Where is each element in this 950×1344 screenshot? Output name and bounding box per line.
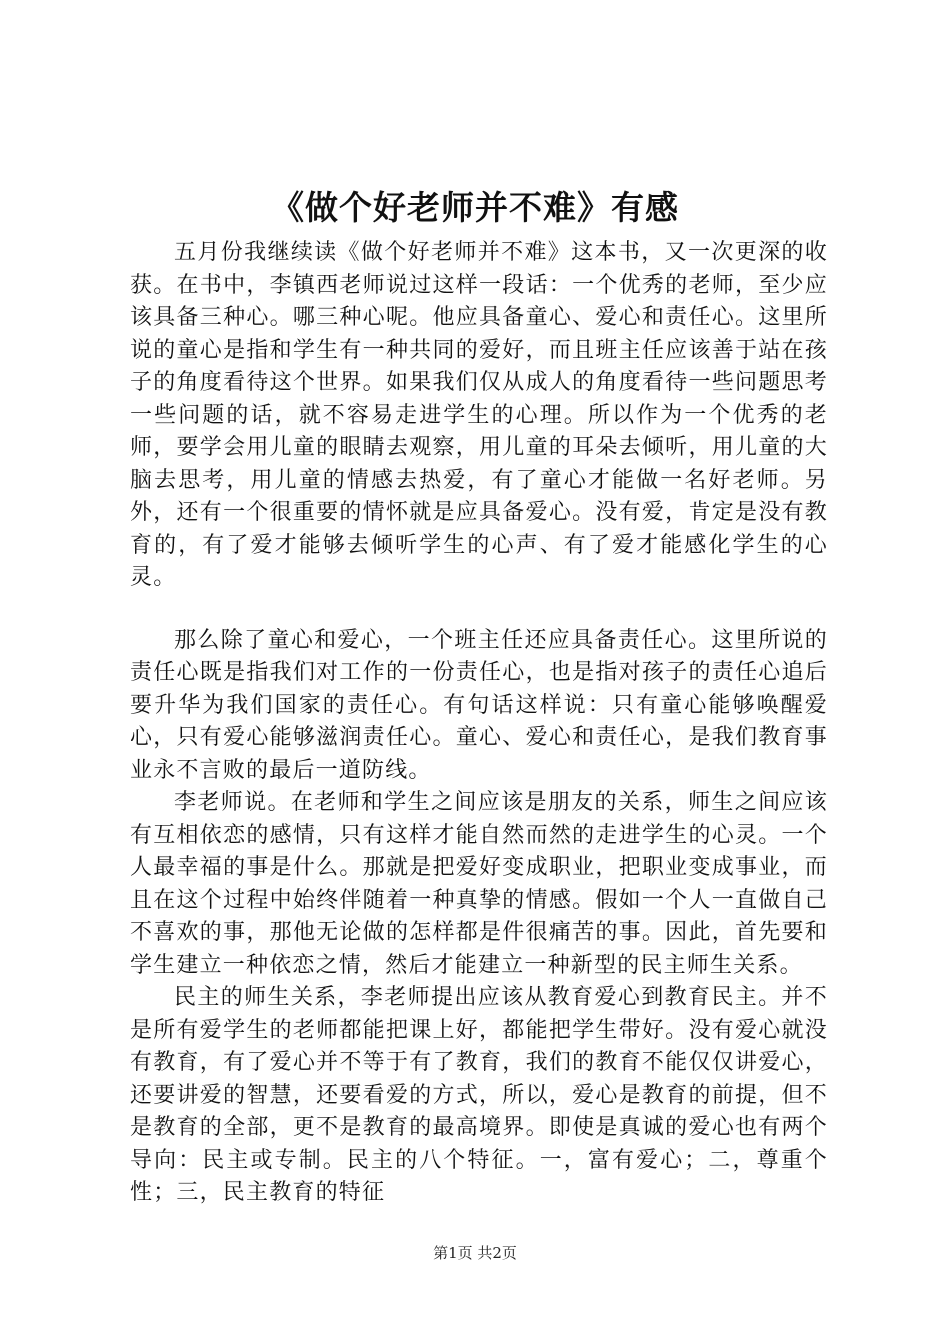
paragraph-4: 民主的师生关系，李老师提出应该从教育爱心到教育民主。并不是所有爱学生的老师都能把课上好，都能把学生带好。没有爱心就没有教育，有了爱心并不等于有了教育，我们的教育不能仅仅讲爱心，还要讲爱的智慧，还要看爱的方式，所以，爱心是教育的前提，但不是教育的全部，更不是教育的最高境界。即使是真诚的爱心也有两个导向：民主或专制。民主的八个特征。一，富有爱心；二，尊重个性；三，民主教育的特征: [130, 985, 828, 1205]
document-body: [130, 237, 828, 1210]
page-number-footer: 第1页 共2页: [433, 1244, 517, 1262]
paragraph-2: 那么除了童心和爱心，一个班主任还应具备责任心。这里所说的责任心既是指我们对工作的一份责任心，也是指对孩子的责任心追后要升华为我们国家的责任心。有句话这样说：只有童心能够唤醒爱心，只有爱心能够滋润责任心。童心、爱心和责任心，是我们教育事业永不言败的最后一道防线。: [130, 627, 828, 783]
paragraph-3: 李老师说。在老师和学生之间应该是朋友的关系，师生之间应该有互相依恋的感情，只有这样才能自然而然的走进学生的心灵。一个人最幸福的事是什么。那就是把爱好变成职业，把职业变成事业，而且在这个过程中始终伴随着一种真挚的情感。假如一个人一直做自己不喜欢的事，那他无论做的怎样都是件很痛苦的事。因此，首先要和学生建立一种依恋之情，然后才能建立一种新型的民主师生关系。: [130, 790, 828, 978]
paragraph-1: 五月份我继续读《做个好老师并不难》这本书，又一次更深的收获。在书中，李镇西老师说过这样一段话：一个优秀的老师，至少应该具备三种心。哪三种心呢。他应具备童心、爱心和责任心。这里所说的童心是指和学生有一种共同的爱好，而且班主任应该善于站在孩子的角度看待这个世界。如果我们仅从成人的角度看待一些问题思考一些问题的话，就不容易走进学生的心理。所以作为一个优秀的老师，要学会用儿童的眼睛去观察，用儿童的耳朵去倾听，用儿童的大脑去思考，用儿童的情感去热爱，有了童心才能做一名好老师。另外，还有一个很重要的情怀就是应具备爱心。没有爱，肯定是没有教育的，有了爱才能够去倾听学生的心声、有了爱才能感化学生的心灵。: [130, 240, 828, 590]
document-title: 《做个好老师并不难》有感: [271, 188, 679, 227]
